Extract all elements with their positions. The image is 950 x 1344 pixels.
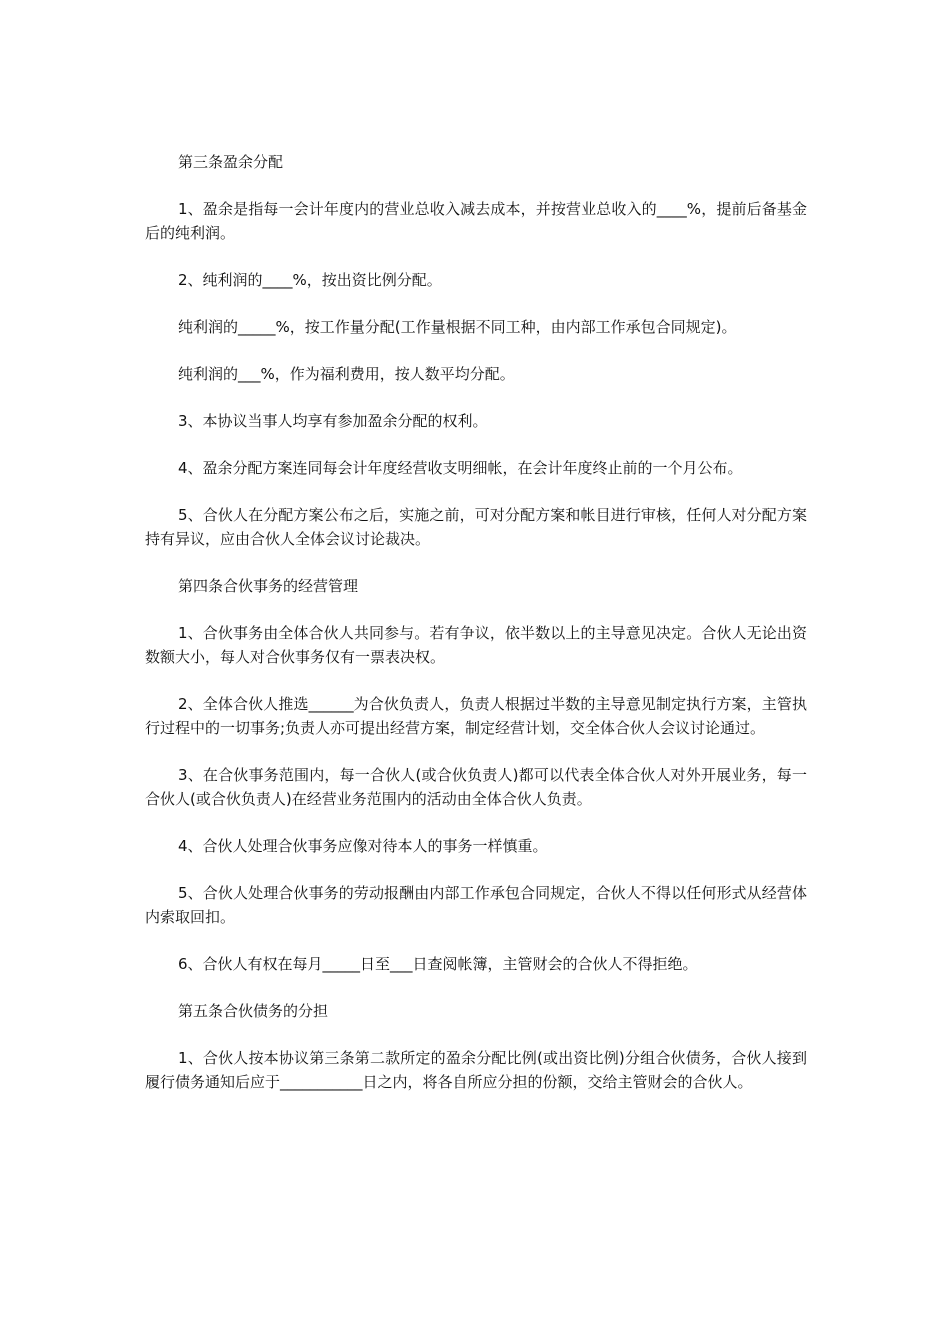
- clause-5-1: 1、合伙人按本协议第三条第二款所定的盈余分配比例(或出资比例)分组合伙债务，合伙人接到履行债务通知后应于___________日之内，将各自所应分担的份额，交给主管财会的合伙人。: [145, 1049, 807, 1091]
- document-body: [145, 150, 807, 1117]
- clause-4-6: 6、合伙人有权在每月_____日至___日查阅帐簿，主管财会的合伙人不得拒绝。: [178, 955, 698, 973]
- clause-3-2-workload: 纯利润的_____%，按工作量分配(工作量根据不同工种，由内部工作承包合同规定)。: [178, 318, 737, 336]
- clause-4-3: 3、在合伙事务范围内，每一合伙人(或合伙负责人)都可以代表全体合伙人对外开展业务，每一合伙人(或合伙负责人)在经营业务范围内的活动由全体合伙人负责。: [145, 766, 807, 808]
- clause-3-3: 3、本协议当事人均享有参加盈余分配的权利。: [178, 412, 488, 430]
- clause-3-5: 5、合伙人在分配方案公布之后，实施之前，可对分配方案和帐目进行审核，任何人对分配方案持有异议，应由合伙人全体会议讨论裁决。: [145, 506, 807, 548]
- section-heading-5: 第五条合伙债务的分担: [178, 1002, 329, 1020]
- section-heading-4: 第四条合伙事务的经营管理: [178, 577, 359, 595]
- section-heading-3: 第三条盈余分配: [178, 153, 284, 171]
- clause-4-2: 2、全体合伙人推选______为合伙负责人，负责人根据过半数的主导意见制定执行方案，主管执行过程中的一切事务;负责人亦可提出经营方案，制定经营计划，交全体合伙人会议讨论通过。: [145, 695, 807, 737]
- clause-3-2-welfare: 纯利润的___%，作为福利费用，按人数平均分配。: [178, 365, 515, 383]
- clause-4-4: 4、合伙人处理合伙事务应像对待本人的事务一样慎重。: [178, 837, 548, 855]
- clause-3-1: 1、盈余是指每一会计年度内的营业总收入减去成本，并按营业总收入的____%，提前后备基金后的纯利润。: [145, 200, 807, 242]
- clause-3-2: 2、纯利润的____%，按出资比例分配。: [178, 271, 442, 289]
- clause-4-5: 5、合伙人处理合伙事务的劳动报酬由内部工作承包合同规定，合伙人不得以任何形式从经营体内索取回扣。: [145, 884, 807, 926]
- clause-3-4: 4、盈余分配方案连同每会计年度经营收支明细帐，在会计年度终止前的一个月公布。: [178, 459, 743, 477]
- clause-4-1: 1、合伙事务由全体合伙人共同参与。若有争议，依半数以上的主导意见决定。合伙人无论出资数额大小，每人对合伙事务仅有一票表决权。: [145, 624, 807, 666]
